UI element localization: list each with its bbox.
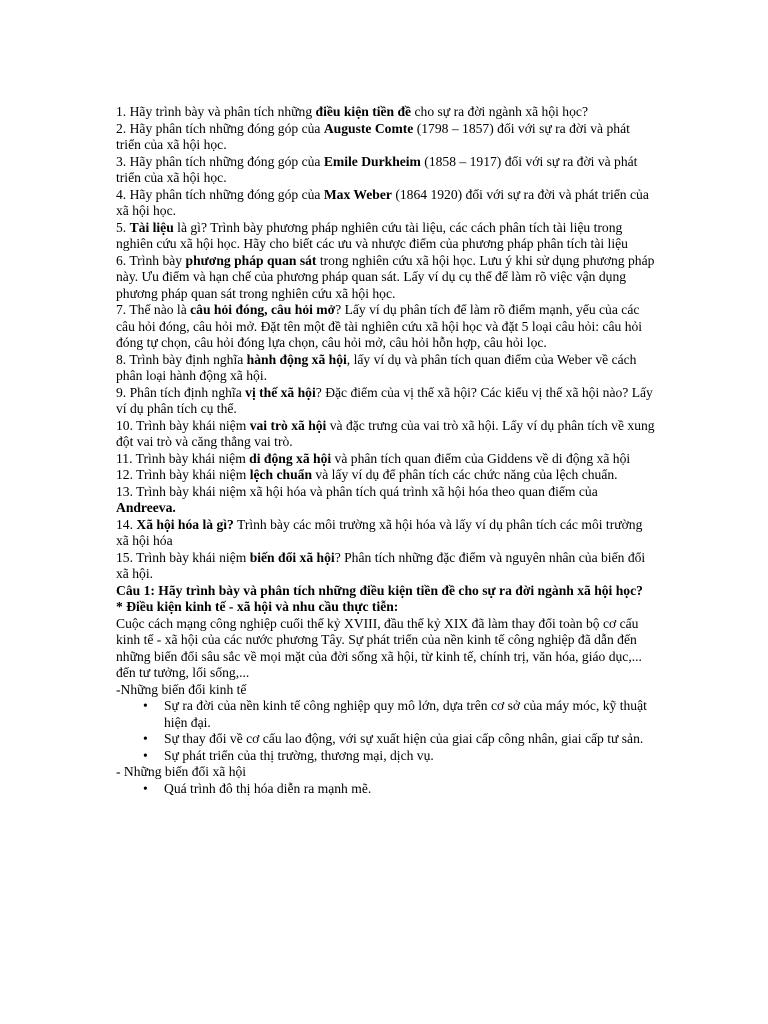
question-4: 4. Hãy phân tích những đóng góp của Max Weber (1864 1920) đối với sự ra đời và phát triển của xã hội học. [116,186,649,218]
question-15: 15. Trình bày khái niệm biến đổi xã hội? Phân tích những đặc điểm và nguyên nhân của biến đổi xã hội. [116,549,646,581]
question-7: 7. Thế nào là câu hỏi đóng, câu hỏi mở? Lấy ví dụ phân tích để làm rõ điểm mạnh, yếu của các câu hỏi đóng, câu hỏi mở. Đặt tên một đề tài nghiên cứu xã hội học và đặt 5 loại câu hỏi: câu hỏi đóng tự chọn, câu hỏi đóng lựa chọn, câu hỏi mở, câu hỏi hỗn hợp, câu hỏi lọc. [116,302,643,350]
answer-heading: Câu 1: Hãy trình bày và phân tích những điều kiện tiền đề cho sự ra đời ngành xã hội học? [116,582,643,598]
list-item: • Quá trình đô thị hóa diễn ra mạnh mẽ. [164,781,656,798]
question-3: 3. Hãy phân tích những đóng góp của Emile Durkheim (1858 – 1917) đối với sự ra đời và phát triển của xã hội học. [116,153,638,185]
answer-paragraph: Cuộc cách mạng công nghiệp cuối thế kỷ XVIII, đầu thế kỷ XIX đã làm thay đổi toàn bộ cơ cấu kinh tế - xã hội của các nước phương Tây. Sự phát triển của nền kinh tế công nghiệp đã dẫn đến những biến đổi sâu sắc về mọi mặt của đời sống xã hội, từ kinh tế, chính trị, văn hóa, giáo dục,... đến tư tưởng, lối sống,... [116,615,642,680]
question-9: 9. Phân tích định nghĩa vị thế xã hội? Đặc điểm của vị thế xã hội? Các kiểu vị thế xã hội nào? Lấy ví dụ phân tích cụ thể. [116,384,653,416]
question-14: 14. Xã hội hóa là gì? Trình bày các môi trường xã hội hóa và lấy ví dụ phân tích các môi trường xã hội hóa [116,516,643,548]
question-5: 5. Tài liệu là gì? Trình bày phương pháp nghiên cứu tài liệu, các cách phân tích tài liệu trong nghiên cứu xã hội học. Hãy cho biết các ưu và nhược điểm của phương pháp phân tích tài liệu [116,219,628,251]
list-item: • Sự ra đời của nền kinh tế công nghiệp quy mô lớn, dựa trên cơ sở của máy móc, kỹ thuật hiện đại. [164,698,656,731]
economic-changes-list [116,698,656,764]
list-item: • Sự phát triển của thị trường, thương mại, dịch vụ. [164,748,656,765]
question-list [116,104,656,583]
answer-subheading: * Điều kiện kinh tế - xã hội và nhu cầu thực tiễn: [116,599,399,614]
question-6: 6. Trình bày phương pháp quan sát trong nghiên cứu xã hội học. Lưu ý khi sử dụng phương pháp này. Ưu điểm và hạn chế của phương pháp quan sát. Lấy ví dụ cụ thể để làm rõ việc vận dụng phương pháp quan sát trong nghiên cứu xã hội học. [116,252,655,301]
document-page [116,104,656,797]
question-8: 8. Trình bày định nghĩa hành động xã hội, lấy ví dụ và phân tích quan điểm của Weber về cách phân loại hành động xã hội. [116,351,637,383]
social-changes-label: - Những biến đổi xã hội [116,764,247,779]
question-1: 1. Hãy trình bày và phân tích những điều kiện tiền đề cho sự ra đời ngành xã hội học? [116,104,588,119]
question-2: 2. Hãy phân tích những đóng góp của Auguste Comte (1798 – 1857) đối với sự ra đời và phát triển của xã hội học. [116,120,630,152]
question-10: 10. Trình bày khái niệm vai trò xã hội và đặc trưng của vai trò xã hội. Lấy ví dụ phân tích về xung đột vai trò và căng thẳng vai trò. [116,417,655,449]
question-13: 13. Trình bày khái niệm xã hội hóa và phân tích quá trình xã hội hóa theo quan điểm của Andreeva. [116,483,598,515]
question-11: 11. Trình bày khái niệm di động xã hội và phân tích quan điểm của Giddens về di động xã hội [116,450,631,466]
question-12: 12. Trình bày khái niệm lệch chuẩn và lấy ví dụ để phân tích các chức năng của lệch chuẩn. [116,467,618,482]
answer-section [116,583,656,798]
list-item: • Sự thay đổi về cơ cấu lao động, với sự xuất hiện của giai cấp công nhân, giai cấp tư sản. [164,731,656,748]
social-changes-list [116,781,656,798]
economic-changes-label: -Những biến đổi kinh tế [116,681,247,697]
